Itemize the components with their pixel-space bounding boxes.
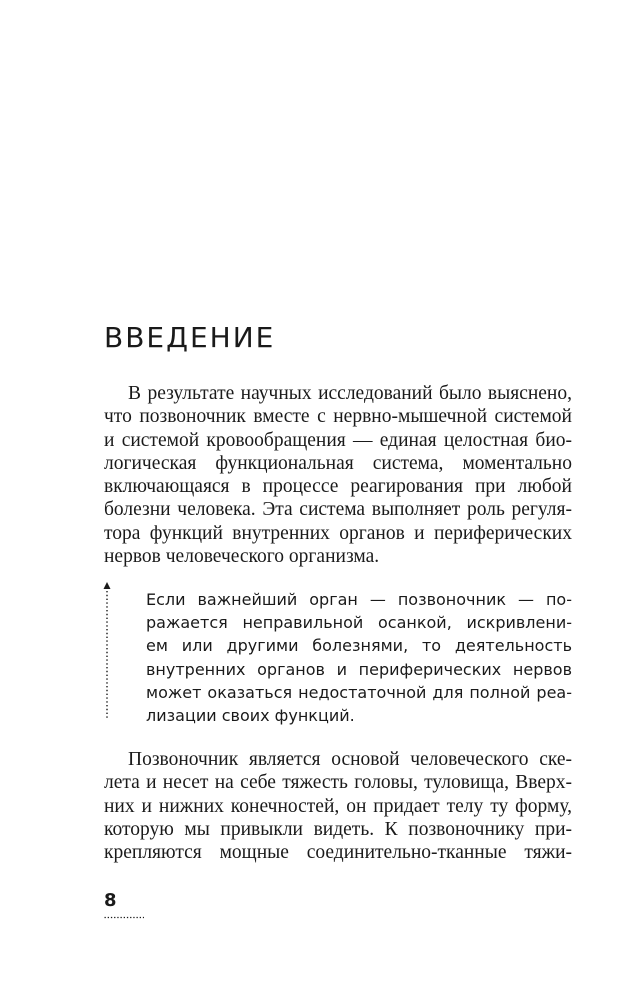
paragraph-line: них и нижних конечностей, он придает телу ту форму, (104, 795, 572, 817)
paragraph-line: включающаяся в процессе реагирования при любой (104, 476, 572, 498)
paragraph-line: что позвоночник вместе с нервно-мышечной системой (104, 406, 572, 428)
paragraph-line: логическая функциональная система, моментально (104, 452, 572, 474)
callout-line: может оказаться недостаточной для полной реа- (146, 682, 572, 702)
paragraph-line: и системой кровообращения — единая целостная био- (104, 429, 572, 451)
paragraph-line: нервов человеческого организма. (104, 546, 380, 568)
spine-paragraph (104, 748, 572, 864)
paragraph-line: крепляются мощные соединительно-тканные тяжи- (104, 842, 572, 864)
paragraph-line: В результате научных исследований было выяснено, (128, 383, 572, 404)
callout-line: лизации своих функций. (146, 706, 355, 726)
callout-note (146, 588, 572, 727)
paragraph-line: тора функций внутренних органов и периферических (104, 522, 572, 544)
section-heading: ВВЕДЕНИЕ (104, 321, 276, 354)
callout-line: Если важнейший орган — позвоночник — по- (146, 590, 572, 609)
paragraph-line: лета и несет на себе тяжесть головы, туловища, Вверх- (104, 772, 572, 794)
callout-line: ражается неправильной осанкой, искривлени- (146, 613, 572, 633)
paragraph-line: которую мы привыкли видеть. К позвоночнику при- (104, 818, 572, 840)
dotted-arrow-icon (103, 582, 111, 720)
callout-line: внутренних органов и периферических нервов (146, 659, 572, 679)
page-number-dotted-rule (104, 916, 144, 919)
paragraph-line: Позвоночник является основой человеческого ске- (128, 749, 572, 770)
callout-line: ем или другими болезнями, то деятельность (146, 636, 572, 656)
page-number: 8 (104, 890, 117, 911)
intro-paragraph (104, 382, 572, 568)
paragraph-line: болезни человека. Эта система выполняет роль регуля- (104, 499, 572, 521)
